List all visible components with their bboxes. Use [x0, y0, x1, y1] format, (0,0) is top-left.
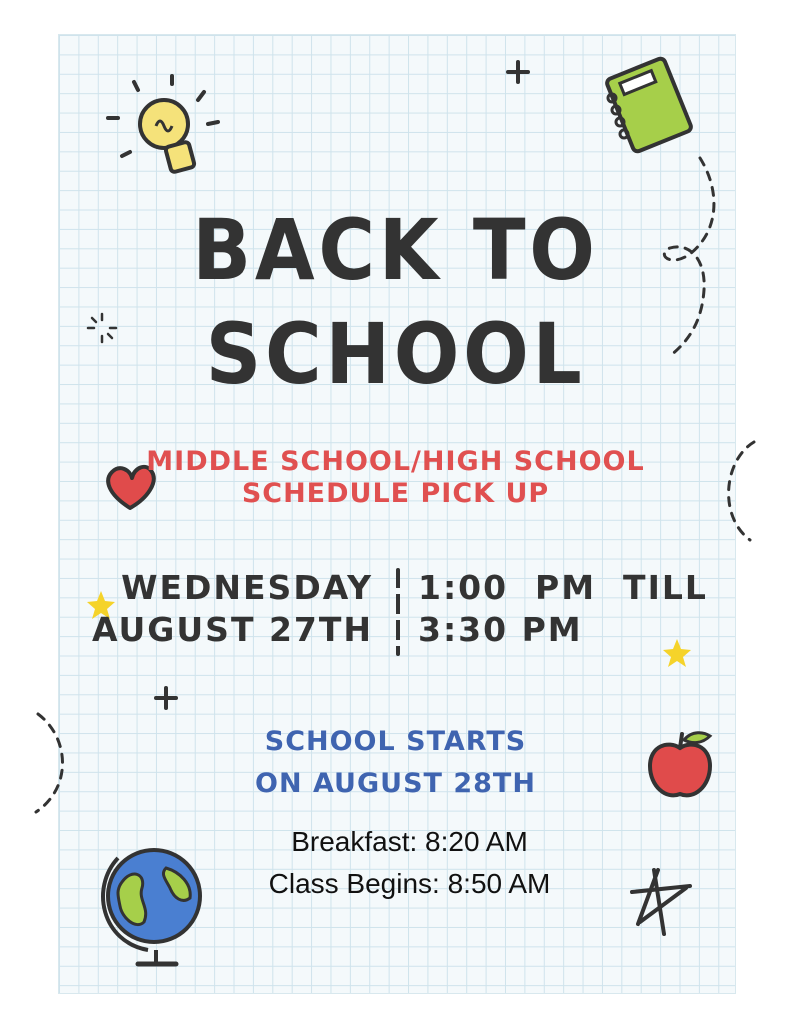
plus-icon — [152, 684, 180, 712]
dashed-arc-icon — [30, 708, 74, 818]
title-line-1: BACK TO — [192, 201, 599, 299]
globe-icon — [96, 838, 216, 974]
plus-icon — [504, 58, 532, 86]
school-starts-line-1: SCHOOL STARTS — [264, 726, 527, 757]
class-begins-time: Class Begins: 8:50 AM — [268, 868, 551, 899]
breakfast-time: Breakfast: 8:20 AM — [291, 826, 528, 857]
notebook-icon — [600, 54, 700, 158]
pickup-time-start: 1:00 PM TILL — [418, 568, 708, 607]
subtitle-line-2: SCHEDULE PICK UP — [241, 478, 550, 509]
dashed-divider — [396, 568, 400, 656]
school-starts-line-2: ON AUGUST 28TH — [255, 768, 536, 799]
star-icon — [660, 636, 694, 670]
title-line-2: SCHOOL — [205, 305, 586, 403]
light-bulb-icon — [100, 70, 220, 190]
pickup-date: AUGUST 27TH — [91, 610, 373, 649]
subtitle-line-1: MIDDLE SCHOOL/HIGH SCHOOL — [146, 446, 645, 477]
pickup-day: WEDNESDAY — [121, 568, 373, 607]
pickup-time-end: 3:30 PM — [418, 610, 583, 649]
